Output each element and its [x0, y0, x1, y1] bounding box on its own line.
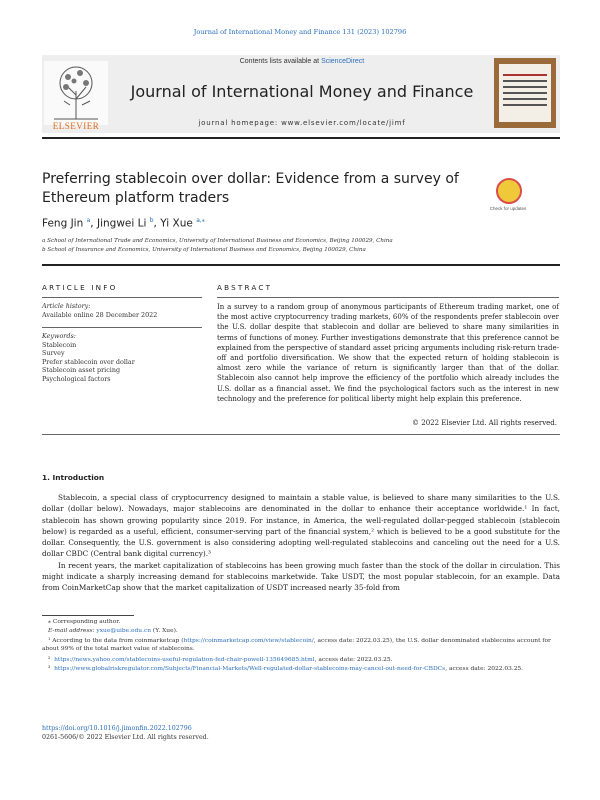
- footnote-3-link[interactable]: https://www.globalriskregulator.com/Subjects/Financial-Markets/Well-regulated-dollar-stablecoins-may-cancel-out-need-for-CBDCs: [54, 666, 446, 672]
- footnote-3: [42, 665, 560, 673]
- footnote-1: [42, 637, 560, 654]
- abstract-text: In a survey to a random group of anonymous participants of Ethereum trading market, one of the most active cryptocurrency trading markets, 60% of the respondents prefer stablecoin over the U.S. dollar despite that stablecoin and dollar are believed to share many similarities in terms of functions of money. Further investigations demonstrate that this preference cannot be explained from the perspective of standard asset pricing arguments including risk-return trade-off and portfolio diversification. We show that the expected return of holding stablecoin is almost zero while the variance of return is significantly larger than that of the dollar. Stablecoin also cannot help improve the efficiency of the portfolio which already includes the U.S. dollar as a financial asset. We find the psychological factors such as the interest in new technology and the preference for political liberty might help explain this preference.: [217, 303, 559, 403]
- author-sup: a: [86, 217, 91, 224]
- author-sup: b: [149, 217, 154, 224]
- header-rule: [42, 137, 560, 139]
- keyword-item: Psychological factors: [42, 374, 111, 383]
- history-label: Article history:: [42, 302, 91, 310]
- abstract-heading: ABSTRACT: [217, 283, 273, 292]
- doi-link[interactable]: https://doi.org/10.1016/j.jimonfin.2022.102796: [42, 725, 192, 732]
- journal-homepage[interactable]: journal homepage: www.elsevier.com/locate/jimf: [198, 119, 406, 127]
- footnote-2: [42, 656, 560, 664]
- intro-paragraph-1: Stablecoin, a special class of cryptocurrency designed to maintain a stable value, is believed to share many similarities to the U.S. dollar (dollar below). Nowadays, major stablecoins are denominated in the dollar to enhance their acceptance worldwide.¹ In fact, stablecoin has shown growing popularity since 2019. For instance, in America, the well-regulated dollar-pegged stablecoin (stablecoin below) is regarded as a useful, efficient, consumer-serving part of the financial system,² which is believed to be a good substitute for the dollar. Consequently, the U.S. government is also considering adopting well-regulated stablecoins and canceling out the need for a U.S. dollar CBDC (Central bank digital currency).³: [42, 493, 560, 559]
- author-name[interactable]: Jingwei Li: [96, 217, 147, 230]
- journal-cover-thumbnail: [494, 58, 556, 128]
- affiliation-rule: [42, 264, 560, 266]
- keywords-label: Keywords:: [42, 332, 76, 340]
- keywords-block: [42, 332, 202, 384]
- keyword-item: Stablecoin: [42, 340, 77, 349]
- crossmark-icon[interactable]: [496, 178, 522, 204]
- crossmark-label[interactable]: Check for updates: [489, 206, 527, 211]
- footnote-corresponding: ⁎ Corresponding author.: [48, 619, 121, 625]
- contents-prefix: Contents lists available at: [239, 58, 322, 65]
- intro-paragraph-2: In recent years, the market capitalization of stablecoins has been growing much faster than the stock of the dollar in circulation. This might indicate a sharply increasing demand for stablecoins marketwide. Take USDT, the most popular stablecoin, for an example. Data from CoinMarketCap show that the market capitalization of USDT increased nearly 35-fold from: [42, 560, 560, 593]
- sciencedirect-link[interactable]: ScienceDirect: [321, 58, 365, 65]
- footnote-1-prefix: ¹ According to the data from coinmarketcap (: [48, 638, 184, 644]
- email-suffix: (Y. Xue).: [151, 628, 178, 634]
- article-title: Preferring stablecoin over dollar: Evidence from a survey of Ethereum platform traders: [42, 171, 459, 206]
- affiliation-a: a School of International Trade and Economics, University of International Business and Economics, Beijing 100029, China: [42, 238, 393, 244]
- history-value: Available online 28 December 2022: [42, 310, 158, 319]
- footnote-2-suffix: , access date: 2022.03.25.: [314, 657, 393, 663]
- author-list: Feng Jin $^a$, Jingwei Li $^b$, Yi Xue $^{a,⁎}$: [42, 217, 205, 230]
- section-heading-introduction: 1. Introduction: [42, 473, 105, 482]
- footnote-email: [42, 627, 560, 635]
- footnote-rule: [42, 615, 134, 616]
- elsevier-wordmark: ELSEVIER: [52, 121, 100, 131]
- footnote-1-suffix: , access date: 2022.03.25), the U.S. dollar denominated stablecoins account for about 99% of the total market value of stablecoins.: [42, 638, 551, 653]
- author-name[interactable]: Feng Jin: [42, 217, 84, 230]
- journal-title: Journal of International Money and Finance: [130, 82, 474, 101]
- article-info-heading: ARTICLE INFO: [42, 283, 118, 292]
- affiliation-b: b School of Insurance and Economics, University of International Business and Economics, Beijing 100029, China: [42, 247, 366, 253]
- abstract-bottom-rule: [42, 434, 560, 435]
- keyword-item: Stablecoin asset pricing: [42, 366, 121, 375]
- journal-reference[interactable]: Journal of International Money and Finance 131 (2023) 102796: [193, 28, 407, 36]
- footnote-2-number: ²: [48, 657, 55, 663]
- abstract-copyright: © 2022 Elsevier Ltd. All rights reserved.: [412, 419, 557, 427]
- email-label: E-mail address:: [48, 628, 97, 634]
- keyword-item: Survey: [42, 349, 65, 358]
- footnote-3-number: ³: [48, 666, 55, 672]
- email-link[interactable]: yxue@uibe.edu.cn: [96, 628, 152, 634]
- intro-body: [42, 492, 560, 594]
- article-history: [42, 302, 202, 319]
- footnote-3-suffix: , access date: 2022.03.25.: [445, 666, 524, 672]
- keywords-rule: [42, 327, 202, 328]
- footnote-2-link[interactable]: https://news.yahoo.com/stablecoins-useful-regulation-fed-chair-powell-135649685.html: [54, 657, 315, 663]
- issn-copyright: 0261-5606/© 2022 Elsevier Ltd. All rights reserved.: [42, 734, 209, 741]
- keyword-item: Prefer stablecoin over dollar: [42, 357, 135, 366]
- abstract-rule: [217, 297, 559, 298]
- footnote-1-link[interactable]: https://coinmarketcap.com/view/stablecoin/: [183, 638, 314, 644]
- article-info-rule: [42, 297, 202, 298]
- contents-available: [110, 58, 494, 65]
- author-name[interactable]: Yi Xue: [160, 217, 193, 230]
- elsevier-tree-logo: [44, 58, 108, 128]
- author-sup: a,⁎: [196, 217, 205, 224]
